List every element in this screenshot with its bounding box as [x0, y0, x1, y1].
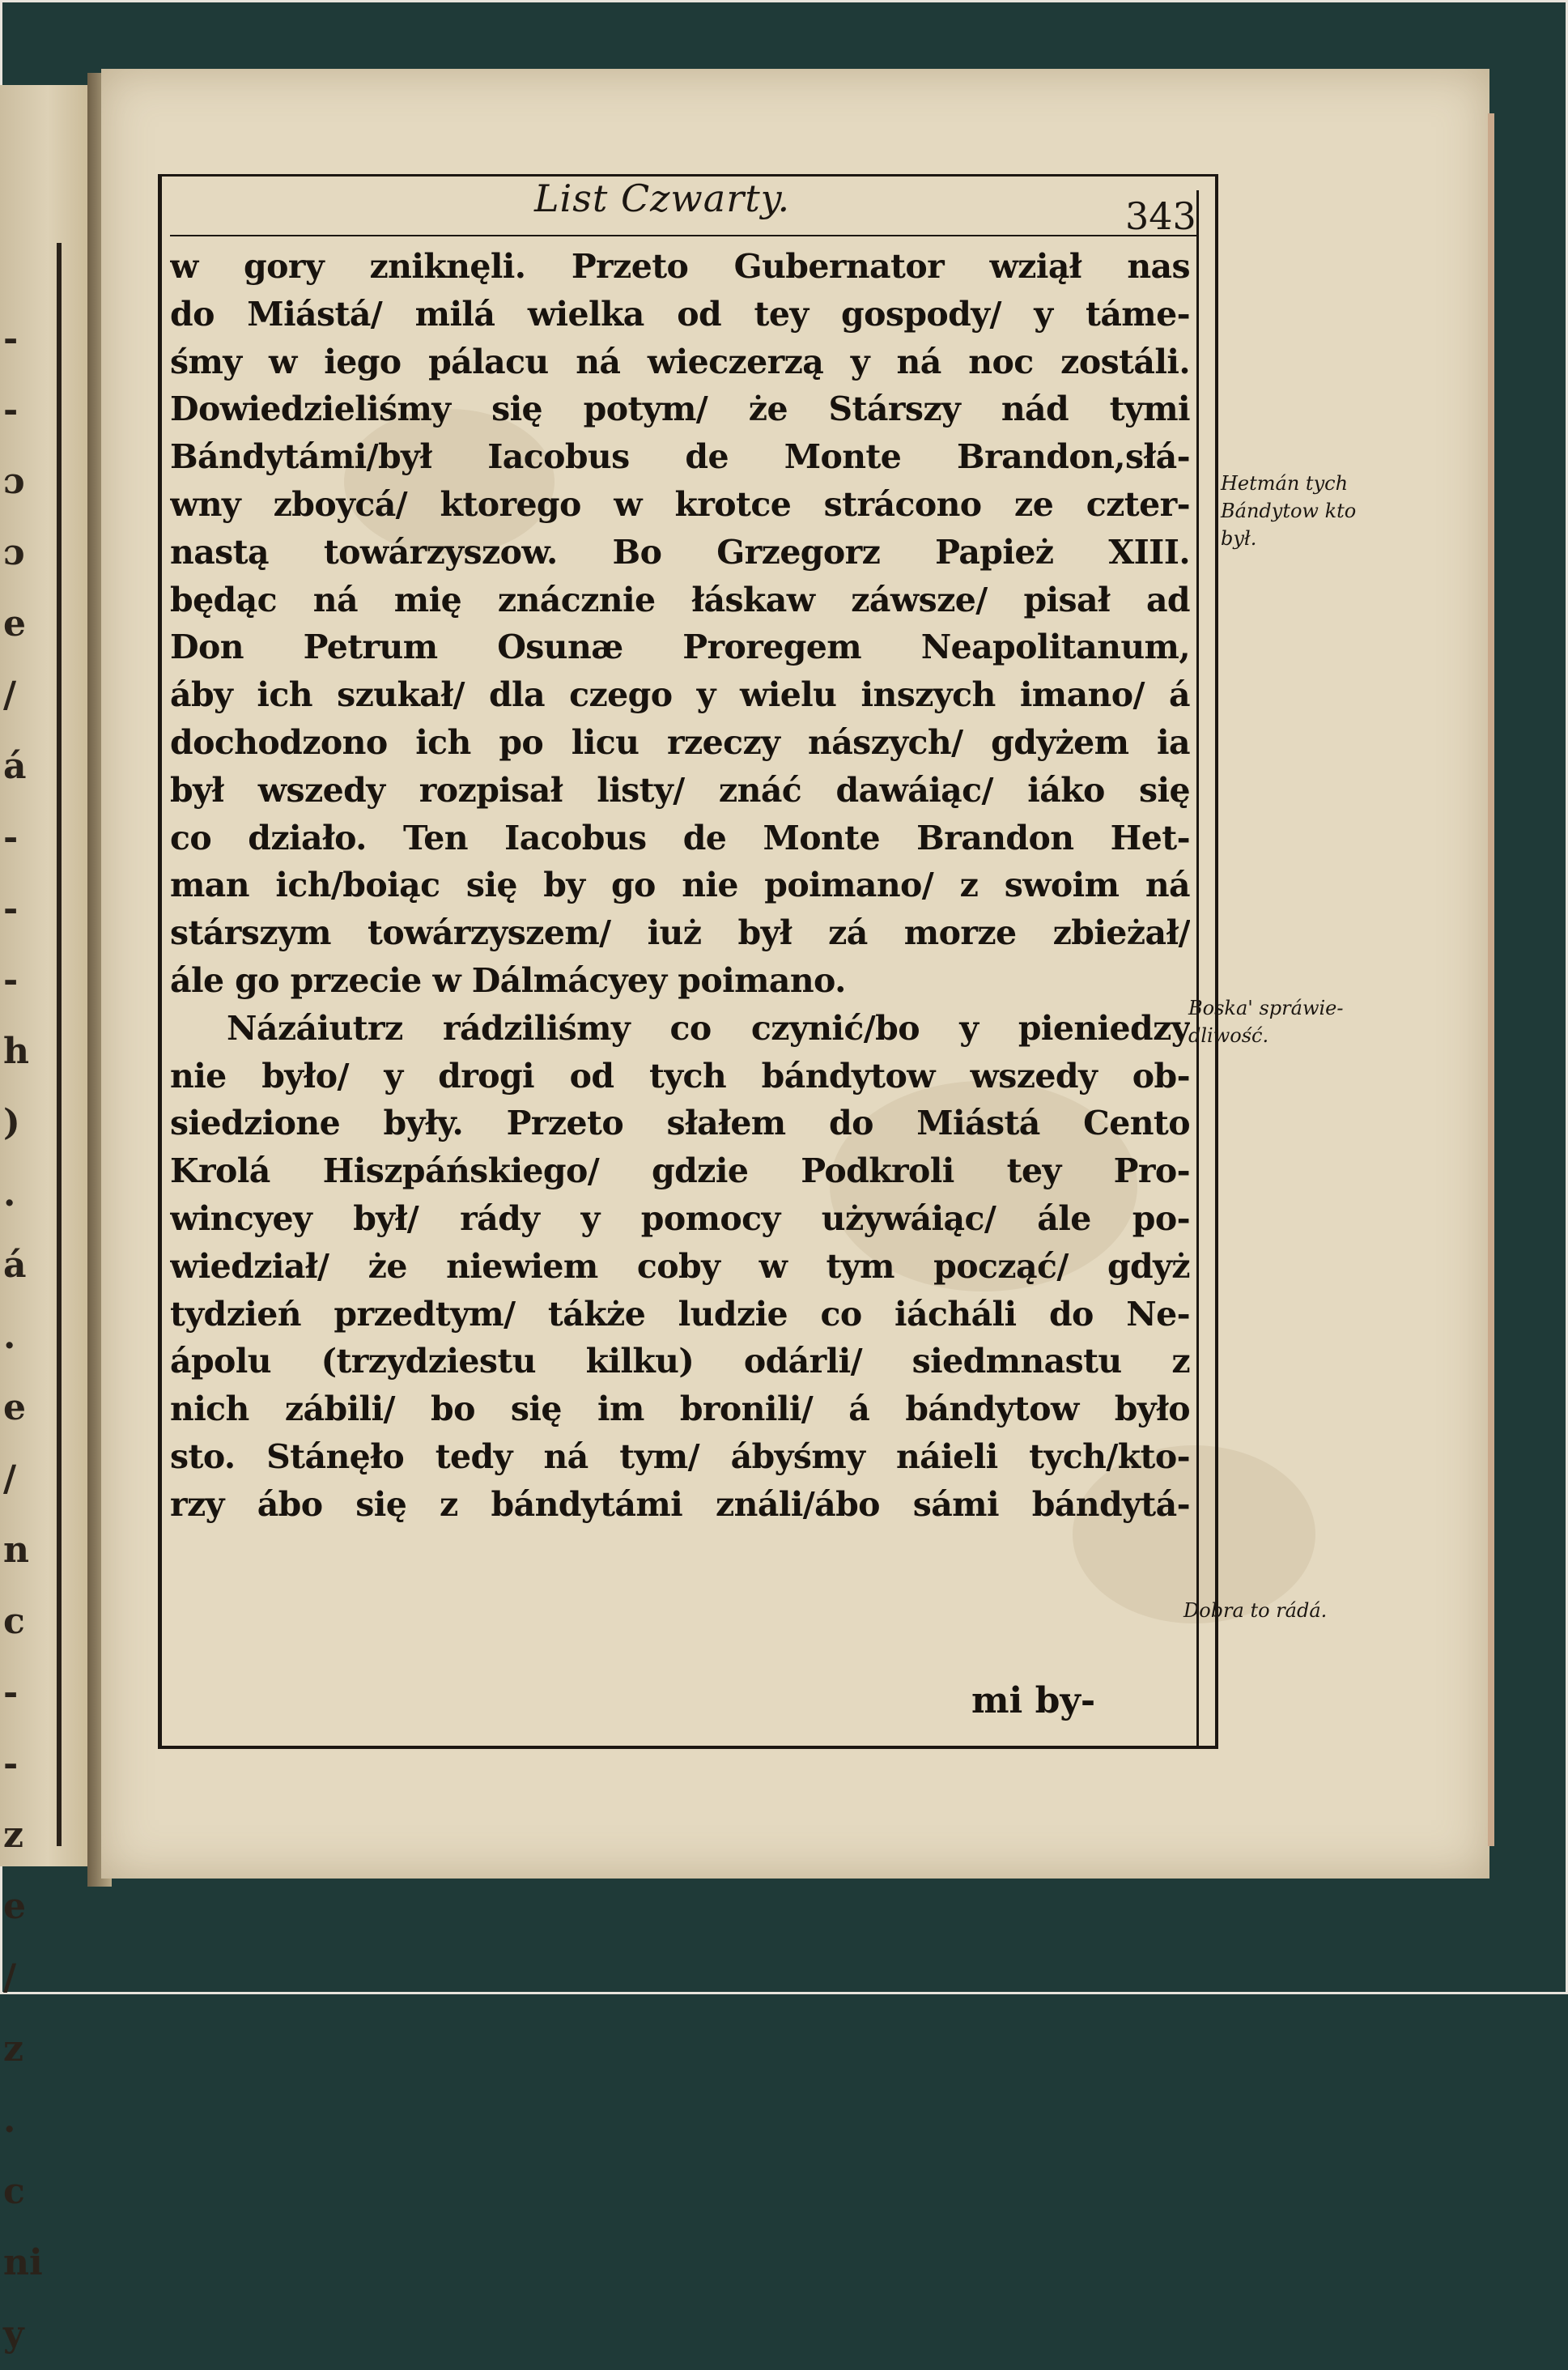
text-line: w gory zniknęli. Przeto Gubernator wziął nas: [170, 247, 1190, 286]
text-line: nastą towárzyszow. Bo Grzegorz Papież XIII.: [170, 532, 1190, 572]
left-page-text-fragments: - - ɔ ɔ e / á - - - h ) . á . e / n c - - z e / z . c ni y: [3, 318, 43, 2355]
text-line: wny zboycá/ ktorego w krotce strácono ze czter-: [170, 484, 1190, 524]
text-line: Don Petrum Osunæ Proregem Neapolitanum,: [170, 628, 1190, 667]
left-page-rule: [57, 243, 62, 1846]
text-line: Krolá Hiszpáńskiego/ gdzie Podkroli tey Pro-: [170, 1151, 1190, 1191]
text-line: siedzione były. Przeto słałem do Miástá Cento: [170, 1104, 1190, 1143]
text-line: był wszedy rozpisał listy/ znáć dawáiąc/ iáko się: [170, 770, 1190, 810]
margin-note-hetman: Hetmán tych Bándytow kto był.: [1221, 472, 1357, 550]
text-line: sto. Stánęło tedy ná tym/ ábyśmy náieli tych/kto-: [170, 1436, 1190, 1476]
inner-column-rule: [1196, 190, 1199, 1749]
text-line: tydzień przedtym/ tákże ludzie co iácháli do Ne-: [170, 1294, 1190, 1334]
margin-note-justice: Boska' spráwie- dliwość.: [1188, 997, 1344, 1047]
text-line: co działo. Ten Iacobus de Monte Brandon Het-: [170, 818, 1190, 857]
margin-note-advice: Dobra to rádá.: [1183, 1599, 1328, 1622]
page-fore-edge: [1488, 113, 1494, 1846]
text-line: wincyey był/ rády y pomocy używáiąc/ ále po-: [170, 1198, 1190, 1238]
text-line: man ich/boiąc się by go nie poimano/ z swoim ná: [170, 866, 1190, 905]
text-line: nich zábili/ bo się im bronili/ á bándytow było: [170, 1389, 1190, 1429]
text-line: wiedział/ że niewiem coby w tym począć/ gdyż: [170, 1246, 1190, 1286]
left-page-edge: [0, 85, 97, 2355]
text-line: rzy ábo się z bándytámi ználi/ábo sámi bándytá-: [170, 1484, 1190, 1524]
text-line: Dowiedzieliśmy się potym/ że Stárszy nád tymi: [170, 389, 1190, 429]
text-line: będąc ná mię znácznie łáskaw záwsze/ pisał ad: [170, 580, 1190, 619]
text-line: Názáiutrz rádziliśmy co czynić/bo y pieniedzy: [227, 1008, 1190, 1048]
text-line: nie było/ y drogi od tych bándytow wszedy ob-: [170, 1056, 1190, 1096]
body-text: [170, 243, 1190, 1529]
text-line: áby ich szukał/ dla czego y wielu inszych imano/ á: [170, 675, 1190, 715]
catchword: mi by-: [971, 1680, 1096, 1721]
text-line: ále go przecie w Dálmácyey poimano.: [170, 960, 846, 1000]
header-rule: [170, 235, 1198, 236]
page-number: 343: [1125, 194, 1196, 238]
text-line: stárszym towárzyszem/ iuż był zá morze zbieżał/: [170, 913, 1190, 953]
running-head: List Czwarty.: [534, 177, 791, 220]
text-line: do Miástá/ milá wielka od tey gospody/ y táme-: [170, 294, 1190, 334]
text-line: śmy w iego pálacu ná wieczerzą y ná noc zostáli.: [170, 342, 1190, 381]
text-line: dochodzono ich po licu rzeczy nászych/ gdyżem ia: [170, 722, 1190, 762]
text-line: Bándytámi/był Iacobus de Monte Brandon,słá-: [170, 437, 1190, 477]
text-line: ápolu (trzydziestu kilku) odárli/ siedmnastu z: [170, 1342, 1190, 1381]
